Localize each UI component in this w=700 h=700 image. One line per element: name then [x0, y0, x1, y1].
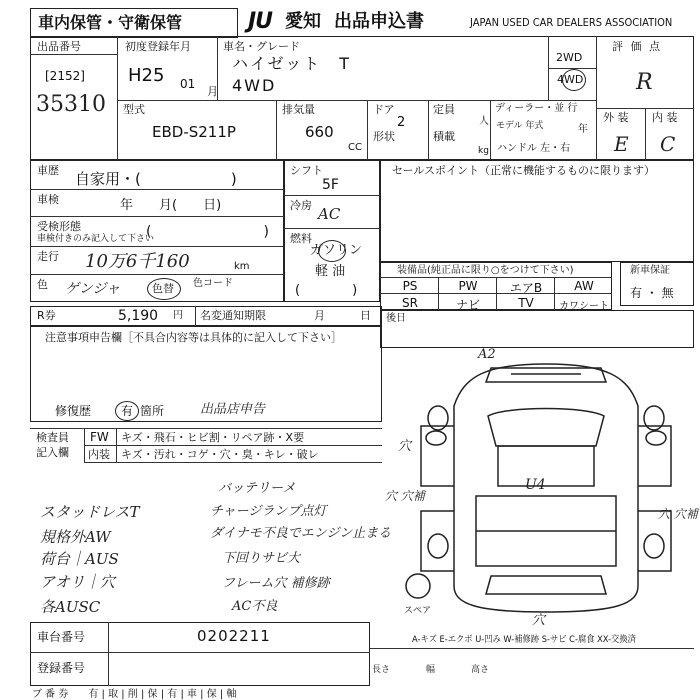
- ju-logo: JU: [248, 9, 273, 34]
- divider: [195, 306, 196, 326]
- mileage-value: 10万6千160: [85, 251, 190, 272]
- repair-history-label: 修復歴: [55, 404, 92, 418]
- divider: [84, 428, 85, 462]
- equipment-sr: SR: [402, 296, 418, 310]
- deadline-month: 月: [314, 309, 325, 322]
- repair-note-value: 出品店申告: [200, 402, 266, 417]
- org-name: 愛知: [285, 11, 321, 32]
- shift-label: シフト: [290, 164, 323, 177]
- equipment-label: 装備品(純正品に限り○をつけて下さい): [397, 265, 574, 276]
- drive-2wd-label: 2WD: [556, 51, 583, 64]
- model-year-label: モデル 年式: [496, 121, 544, 131]
- divider: [438, 277, 439, 310]
- lot-number-value: 35310: [36, 92, 106, 117]
- after-fit-label: 後日: [386, 313, 406, 324]
- note-left-2: 規格外AW: [40, 528, 111, 546]
- yen-unit: 円: [173, 310, 183, 321]
- divider: [117, 100, 596, 101]
- note-left-1: スタッドレスT: [40, 503, 140, 521]
- interior-grade-value: C: [660, 132, 676, 156]
- divider: [30, 54, 118, 55]
- year-unit: 年: [578, 124, 588, 135]
- note-right-3: ダイナモ不良でエンジン止まる: [210, 526, 392, 541]
- cc-unit: CC: [348, 142, 362, 153]
- drive-4wd-circle: [562, 69, 586, 91]
- divider: [30, 189, 284, 190]
- damage-legend: A-キズ E-エクボ U-凹み W-補修跡 S-サビ C-腐食 XX-交換済: [412, 635, 636, 645]
- interior-row-label: 内装: [88, 448, 110, 461]
- bottom-row: ブ 番 券 有 | 取 | 削 | 保 | 有 | 車 | 保 | 軸: [32, 689, 237, 700]
- mileage-label: 走行: [37, 250, 59, 263]
- divider: [30, 428, 382, 429]
- divider: [30, 216, 284, 217]
- repaint-circle: [147, 278, 181, 300]
- diagram-note-right: 穴 穴補: [658, 507, 698, 521]
- note-left-3: 荷台｜AUS: [40, 550, 119, 568]
- inspector-label: 検査員: [36, 431, 69, 444]
- fuel-label: 燃料: [290, 232, 312, 245]
- diagram-note-bed: U4: [525, 477, 546, 493]
- diesel-label: 軽 油: [315, 264, 346, 279]
- entry-label: 記入欄: [36, 446, 69, 459]
- color-value: ゲンジャ: [65, 281, 121, 297]
- displacement-value: 660: [305, 123, 334, 141]
- notes-label: 注意事項申告欄［不具合内容等は具体的に記入して下さい］: [45, 331, 342, 344]
- association-name: JAPAN USED CAR DEALERS ASSOCIATION: [470, 16, 673, 29]
- capacity-label: 定員: [433, 103, 455, 116]
- note-right-1: バッテリーメ: [218, 481, 296, 496]
- divider: [276, 100, 277, 160]
- diagram-note-top: A2: [478, 347, 496, 362]
- kg-unit: kg: [478, 146, 489, 156]
- divider: [596, 108, 694, 109]
- deadline-day: 日: [360, 309, 371, 322]
- car-name-value: ハイゼット T: [232, 54, 351, 73]
- doors-value: 2: [397, 115, 406, 130]
- note-left-4: アオリ｜穴: [40, 573, 115, 591]
- sales-point-label: セールスポイント（正常に機能するものに限ります）: [392, 164, 656, 177]
- name-change-label: 名変通知期限: [200, 309, 266, 322]
- month-value: 01: [180, 77, 196, 91]
- exterior-label: 外 装: [603, 111, 629, 124]
- era-year-value: H25: [128, 65, 165, 86]
- interior-items: キズ・汚れ・コゲ・穴・臭・キレ・破レ: [121, 448, 319, 461]
- repair-yes: 有: [121, 404, 134, 418]
- divider: [428, 100, 429, 160]
- doors-label: ドア: [373, 103, 395, 116]
- divider: [490, 100, 491, 160]
- new-car-warranty-label: 新車保証: [630, 265, 670, 276]
- ac-label: 冷房: [290, 199, 312, 212]
- fw-items: キズ・飛石・ヒビ割・リペア跡・X要: [121, 431, 305, 444]
- chassis-number-value: 0202211: [197, 627, 271, 645]
- divider: [284, 195, 380, 196]
- diagram-note-left: 穴: [398, 439, 412, 454]
- divider: [496, 277, 497, 310]
- divider: [116, 428, 117, 462]
- divider: [645, 108, 646, 160]
- first-reg-label: 初度登録年月: [125, 40, 191, 53]
- divider: [30, 274, 284, 275]
- fw-label: FW: [90, 430, 109, 444]
- model-code-value: EBD-S211P: [152, 123, 236, 141]
- note-right-4: 下回りサビ大: [222, 551, 301, 566]
- recycle-label: R券: [37, 309, 56, 322]
- color-code-label: 色コード: [193, 278, 233, 289]
- capacity-unit: 人: [479, 116, 489, 127]
- reception-note: 車検付きのみ記入して下さい: [37, 234, 155, 244]
- equipment-leather-seat: カワシート: [559, 301, 609, 312]
- divider: [30, 246, 284, 247]
- gasoline-circle: [318, 240, 346, 262]
- registration-number-label: 登録番号: [37, 661, 86, 675]
- recycle-fee-value: 5,190: [118, 308, 159, 324]
- after-fit-box: [380, 310, 694, 348]
- divider: [554, 277, 555, 310]
- reception-label: 受検形態: [37, 220, 81, 233]
- repair-location-label: 箇所: [140, 404, 165, 418]
- load-label: 積載: [433, 130, 455, 143]
- color-label: 色: [37, 278, 48, 291]
- equipment-airbag: エアB: [509, 281, 543, 295]
- history-value: 自家用・( ): [75, 170, 237, 188]
- reception-bracket: ( ): [146, 224, 269, 240]
- car-diagram: [396, 346, 696, 622]
- model-label: 型式: [123, 103, 145, 116]
- inspection-label: 車検: [37, 193, 59, 206]
- note-right-5: フレーム穴 補修跡: [222, 576, 330, 591]
- chassis-number-label: 車台番号: [37, 630, 86, 644]
- shift-value: 5F: [322, 177, 339, 193]
- handle-label: ハンドル 左・右: [497, 143, 571, 154]
- month-unit: 月: [207, 85, 218, 98]
- note-left-5: 各AUSC: [40, 598, 101, 616]
- rating-value: R: [636, 70, 653, 95]
- dimensions-label: 長さ 幅 高さ: [372, 665, 490, 675]
- ac-value: AC: [318, 205, 341, 223]
- divider: [84, 462, 382, 463]
- km-unit: km: [234, 261, 250, 272]
- note-right-6: AC不良: [232, 599, 278, 614]
- diagram-note-left2: 穴 穴補: [385, 489, 425, 503]
- drive-4wd-label: 4WD: [557, 73, 584, 86]
- equipment-tv: TV: [518, 296, 534, 310]
- divider: [370, 648, 694, 649]
- equipment-pw: PW: [458, 279, 478, 293]
- diagram-note-bottom: 穴: [532, 613, 546, 628]
- vehicle-info-box: [30, 36, 694, 160]
- equipment-navi: ナビ: [455, 298, 480, 312]
- divider: [596, 36, 597, 160]
- inspection-fields: 年 月( 日): [120, 198, 222, 213]
- lot-number-label: 出品番号: [37, 40, 81, 53]
- document-title: 出品申込書: [334, 11, 424, 32]
- history-label: 車歴: [37, 164, 59, 177]
- displacement-label: 排気量: [282, 103, 315, 116]
- divider: [30, 652, 370, 653]
- note-right-2: チャージランプ点灯: [210, 504, 327, 519]
- rating-label: 評 価 点: [612, 40, 662, 53]
- fuel-bracket: ( ): [295, 283, 358, 298]
- exterior-grade-value: E: [614, 132, 629, 156]
- equipment-ps: PS: [402, 279, 418, 293]
- shape-label: 形状: [373, 130, 395, 143]
- repaint-label: 色替: [152, 282, 174, 295]
- divider: [108, 622, 109, 686]
- equipment-aw: AW: [574, 279, 594, 293]
- car-grade-label: 車名・グレード: [223, 40, 300, 53]
- repair-yes-circle: [115, 401, 139, 421]
- warranty-choice: 有 ・ 無: [630, 286, 674, 300]
- storage-notice: 車内保管・守衛保管: [38, 13, 183, 32]
- spare-label: スペア: [404, 606, 432, 616]
- dealer-label: ディーラー・並 行: [495, 103, 578, 114]
- lot-small-number: [2152]: [45, 69, 85, 83]
- divider: [84, 445, 382, 446]
- gasoline-label: ガソリン: [310, 243, 363, 258]
- divider: [367, 100, 368, 160]
- divider: [284, 228, 380, 229]
- drive-value: 4WD: [232, 76, 277, 95]
- interior-label: 内 装: [652, 111, 678, 124]
